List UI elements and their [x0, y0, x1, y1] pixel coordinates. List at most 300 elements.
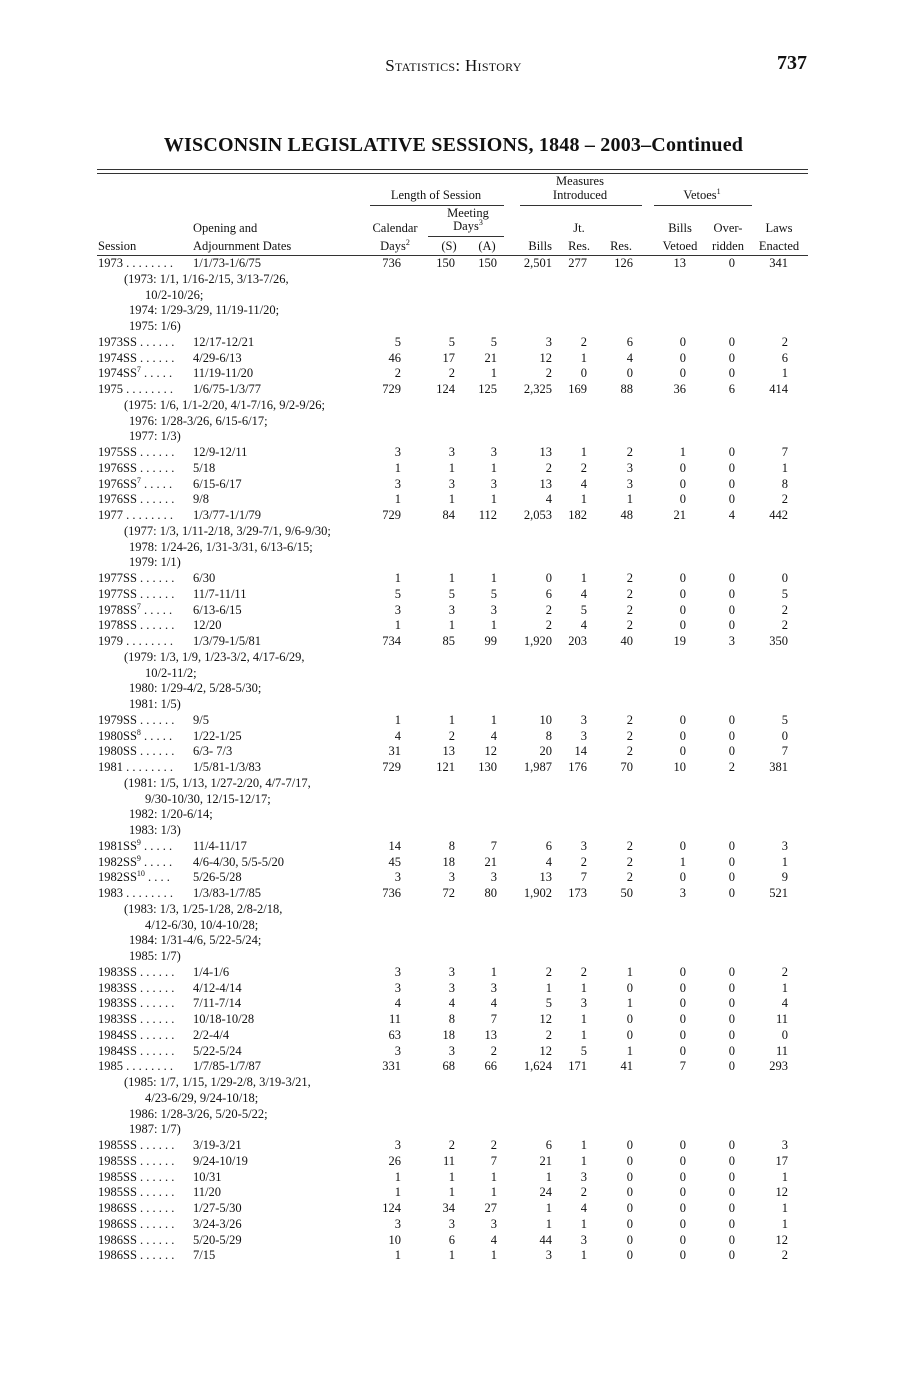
dates-cell: 7/15	[193, 1248, 216, 1263]
bills-cell: 13	[539, 870, 552, 885]
session-cell	[98, 839, 172, 854]
bills-vetoed-cell: 0	[679, 571, 686, 585]
bills-vetoed-cell: 1	[679, 445, 686, 459]
session-name: 1975SS	[98, 445, 137, 459]
res-cell: 0	[626, 1169, 633, 1184]
senate-days-cell: 2	[448, 728, 455, 743]
bills-cell: 2,501	[523, 256, 552, 270]
jt-res-cell: 5	[580, 1043, 587, 1058]
res-cell: 1	[626, 996, 633, 1011]
sitting-dates-note: 4/12-6/30, 10/4-10/28;	[145, 917, 259, 932]
sitting-dates-note: 1975: 1/6)	[129, 319, 181, 333]
group-header-length: Length of Session	[390, 188, 482, 202]
res-cell: 1	[626, 1043, 633, 1058]
senate-days-cell: 3	[448, 1216, 455, 1231]
table-row	[0, 1044, 907, 1060]
res-cell: 2	[626, 445, 633, 459]
bills-vetoed-cell: 0	[679, 1153, 686, 1168]
assembly-days-cell: 4	[490, 1232, 497, 1247]
leader-dots: . . . . . .	[136, 1248, 175, 1263]
jt-res-cell: 4	[580, 618, 587, 633]
laws-enacted-cell: 0	[781, 728, 788, 743]
assembly-days-cell: 150	[478, 256, 497, 270]
bills-cell: 2	[545, 964, 552, 979]
senate-days-cell: 8	[448, 838, 455, 853]
jt-res-cell: 3	[580, 1232, 587, 1247]
laws-enacted-cell: 2	[781, 1248, 788, 1263]
sitting-dates-note: (1975: 1/6, 1/1-2/20, 4/1-7/16, 9/2-9/26;	[124, 397, 326, 412]
jt-res-cell: 203	[568, 634, 587, 648]
session-footnote: 9	[136, 837, 141, 847]
laws-enacted-cell: 1	[781, 854, 788, 869]
res-cell: 0	[626, 1216, 633, 1231]
senate-days-cell: 4	[448, 996, 455, 1011]
jt-res-cell: 1	[580, 1138, 587, 1152]
leader-dots: . . . . . . . .	[123, 256, 173, 270]
calendar-days-cell: 31	[388, 744, 401, 759]
res-cell: 3	[626, 460, 633, 475]
jt-res-cell: 2	[580, 964, 587, 979]
jt-res-cell: 169	[568, 382, 587, 396]
overridden-cell: 0	[728, 571, 735, 585]
calendar-days-cell: 1	[394, 712, 401, 727]
opening-header-1: Opening and	[193, 221, 258, 235]
res-cell: 0	[626, 1138, 633, 1152]
leader-dots: . . . . . . . .	[123, 634, 173, 648]
calendar-days-cell: 3	[394, 1216, 401, 1231]
session-name: 1986SS	[98, 1248, 137, 1263]
session-name: 1980SS	[98, 728, 137, 743]
jt-res-cell: 2	[580, 334, 587, 349]
session-name: 1983SS	[98, 996, 137, 1011]
senate-days-cell: 3	[448, 476, 455, 491]
overridden-cell: 4	[728, 508, 735, 522]
session-cell	[98, 886, 173, 901]
dates-cell: 5/20-5/29	[193, 1232, 242, 1247]
top-rule-2	[97, 173, 808, 174]
calendar-days-cell: 45	[388, 854, 401, 869]
session-name: 1985SS	[98, 1153, 137, 1168]
overridden-cell: 0	[728, 1012, 735, 1026]
leader-dots: . . . . . .	[136, 1185, 175, 1200]
overridden-cell: 0	[728, 460, 735, 475]
senate-days-cell: 72	[442, 886, 455, 900]
session-cell	[98, 335, 174, 350]
sitting-dates-note: 1981: 1/5)	[129, 697, 181, 711]
running-head: Statistics: History	[385, 56, 522, 75]
table-row	[0, 996, 907, 1012]
session-cell	[98, 571, 174, 586]
res-cell: 2	[626, 602, 633, 617]
laws-enacted-cell: 12	[775, 1185, 788, 1200]
laws-enacted-cell: 11	[775, 1043, 788, 1058]
calendar-days-cell: 1	[394, 460, 401, 475]
bills-cell: 1,987	[523, 760, 552, 774]
laws-enacted-cell: 442	[769, 508, 788, 522]
senate-days-cell: 1	[448, 571, 455, 585]
sitting-dates-note: 1987: 1/7)	[129, 1122, 181, 1137]
bills-vetoed-cell: 0	[679, 1169, 686, 1184]
bills-vetoed-cell: 0	[679, 350, 686, 365]
leader-dots: . . . . . .	[136, 1043, 175, 1058]
sitting-dates-note: (1977: 1/3, 1/11-2/18, 3/29-7/1, 9/6-9/30;	[124, 523, 331, 538]
overridden-cell: 0	[728, 334, 735, 349]
dates-cell: 1/3/77-1/1/79	[193, 508, 262, 522]
table-row	[0, 508, 907, 524]
session-cell	[98, 477, 172, 492]
calendar-days-cell: 729	[382, 760, 401, 774]
dates-cell: 11/19-11/20	[193, 366, 254, 381]
dates-cell: 1/22-1/25	[193, 728, 242, 743]
overridden-cell: 0	[728, 712, 735, 727]
assembly-days-cell: 4	[490, 728, 497, 743]
bills-vetoed-cell: 0	[679, 1138, 686, 1152]
overridden-cell: 3	[728, 634, 735, 648]
dates-cell: 10/18-10/28	[193, 1012, 255, 1026]
table-row	[0, 744, 907, 760]
bills-cell: 8	[545, 728, 552, 743]
leader-dots: . . . . . .	[136, 1138, 175, 1152]
table-row	[0, 335, 907, 351]
session-name: 1981SS	[98, 838, 137, 853]
laws-enacted-cell: 2	[781, 602, 788, 617]
laws-enacted-cell: 4	[781, 996, 788, 1011]
dates-cell: 5/18	[193, 460, 216, 475]
table-row-continuation	[0, 666, 907, 682]
laws-enacted-cell: 293	[769, 1059, 788, 1074]
bills-vetoed-cell: 0	[679, 712, 686, 727]
dates-cell: 9/5	[193, 712, 209, 727]
table-row	[0, 351, 907, 367]
senate-days-cell: 2	[448, 1138, 455, 1152]
senate-days-cell: 1	[448, 460, 455, 475]
session-name: 1986SS	[98, 1216, 137, 1231]
table-row	[0, 603, 907, 619]
calendar-days-cell: 5	[394, 334, 401, 349]
laws-enacted-cell: 3	[781, 1138, 788, 1152]
jt-res-cell: 3	[580, 728, 587, 743]
overridden-cell: 0	[728, 1138, 735, 1152]
res-cell: 40	[620, 634, 633, 648]
assembly-days-cell: 125	[478, 382, 497, 396]
table-row-continuation	[0, 288, 907, 304]
assembly-days-cell: 130	[478, 760, 497, 774]
table-row	[0, 477, 907, 493]
leader-dots: . . . . .	[140, 838, 173, 853]
leader-dots: . . . . .	[140, 854, 173, 869]
sitting-dates-note: 9/30-10/30, 12/15-12/17;	[145, 791, 271, 806]
dates-cell: 10/31	[193, 1169, 222, 1184]
jt-res-cell: 2	[580, 460, 587, 475]
bills-vetoed-cell: 0	[679, 492, 686, 507]
dates-cell: 1/3/83-1/7/85	[193, 886, 262, 900]
session-footnote: 8	[136, 727, 141, 737]
assembly-days-cell: 66	[484, 1059, 497, 1074]
jt-res-cell: 176	[568, 760, 587, 774]
table-row-continuation	[0, 524, 907, 540]
senate-days-cell: 68	[442, 1059, 455, 1074]
leader-dots: . . . . . .	[136, 980, 175, 995]
bills-cell: 6	[545, 1138, 552, 1152]
session-cell	[98, 729, 172, 744]
senate-days-cell: 150	[436, 256, 455, 270]
session-cell	[98, 1044, 174, 1059]
calendar-days-cell: 1	[394, 1185, 401, 1200]
overridden-cell: 0	[728, 366, 735, 381]
calendar-days-cell: 124	[382, 1201, 401, 1215]
leader-dots: . . . . . .	[136, 460, 175, 475]
session-name: 1983SS	[98, 980, 137, 995]
bills-header: Bills	[528, 239, 552, 253]
senate-days-cell: 1	[448, 712, 455, 727]
res-cell: 2	[626, 586, 633, 601]
jt-res-cell: 1	[580, 980, 587, 995]
senate-days-cell: 8	[448, 1012, 455, 1026]
sitting-dates-note: (1983: 1/3, 1/25-1/28, 2/8-2/18,	[124, 901, 283, 916]
dates-cell: 4/12-4/14	[193, 980, 242, 995]
overridden-cell: 0	[728, 1027, 735, 1042]
calendar-days-cell: 734	[382, 634, 401, 648]
senate-days-cell: 18	[442, 1027, 455, 1042]
leader-dots: . . . . . .	[136, 492, 175, 507]
bills-cell: 21	[539, 1153, 552, 1168]
dates-cell: 1/1/73-1/6/75	[193, 256, 262, 270]
leader-dots: . . . . . .	[136, 618, 175, 633]
calendar-header-1: Calendar	[372, 221, 418, 235]
table-row	[0, 1154, 907, 1170]
bills-vetoed-cell: 0	[679, 1012, 686, 1026]
leader-dots: . . . . . .	[136, 350, 175, 365]
assembly-days-cell: 1	[490, 1169, 497, 1184]
session-cell	[98, 1138, 174, 1153]
calendar-days-cell: 1	[394, 1248, 401, 1263]
res-cell: 0	[626, 1027, 633, 1042]
sitting-dates-note: (1979: 1/3, 1/9, 1/23-3/2, 4/17-6/29,	[124, 649, 305, 664]
sitting-dates-note: 4/23-6/29, 9/24-10/18;	[145, 1090, 259, 1105]
laws-enacted-cell: 17	[775, 1153, 788, 1168]
session-cell	[98, 1059, 173, 1074]
laws-enacted-cell: 1	[781, 1216, 788, 1231]
calendar-days-cell: 3	[394, 476, 401, 491]
leader-dots: . . . . .	[140, 366, 173, 381]
sitting-dates-note: 10/2-10/26;	[145, 287, 204, 302]
session-name: 1976SS	[98, 460, 137, 475]
senate-days-cell: 124	[436, 382, 455, 396]
group-header-measures-2: Introduced	[552, 188, 608, 202]
laws-enacted-cell: 7	[781, 744, 788, 759]
res-cell: 2	[626, 728, 633, 743]
table-row-continuation	[0, 681, 907, 697]
overridden-cell: 0	[728, 350, 735, 365]
session-cell	[98, 855, 172, 870]
table-row	[0, 618, 907, 634]
overridden-cell: 0	[728, 964, 735, 979]
res-cell: 0	[626, 1248, 633, 1263]
session-name: 1985	[98, 1059, 123, 1074]
senate-days-cell: 1	[448, 1185, 455, 1200]
senate-days-cell: 3	[448, 445, 455, 459]
assembly-days-cell: 1	[490, 712, 497, 727]
sitting-dates-note: 1979: 1/1)	[129, 555, 181, 570]
res-cell: 70	[620, 760, 633, 774]
leader-dots: . . . . . .	[136, 1169, 175, 1184]
sitting-dates-note: 1985: 1/7)	[129, 949, 181, 963]
leader-dots: . . . . . . . .	[123, 886, 173, 900]
table-row	[0, 729, 907, 745]
senate-days-cell: 5	[448, 586, 455, 601]
table-row	[0, 1233, 907, 1249]
bills-vetoed-cell: 0	[679, 602, 686, 617]
res-cell: 0	[626, 980, 633, 995]
leader-dots: . . . . . .	[136, 1216, 175, 1231]
jt-res-cell: 0	[580, 366, 587, 381]
senate-days-cell: 17	[442, 350, 455, 365]
table-row-continuation	[0, 823, 907, 839]
leader-dots: . . . . . .	[136, 1012, 175, 1026]
calendar-days-cell: 736	[382, 886, 401, 900]
assembly-days-cell: 7	[490, 1012, 497, 1026]
dates-cell: 1/5/81-1/3/83	[193, 760, 262, 774]
bills-vetoed-cell: 0	[679, 980, 686, 995]
assembly-days-cell: 3	[490, 1216, 497, 1231]
bills-cell: 2,325	[523, 382, 552, 396]
session-name: 1983SS	[98, 1012, 137, 1026]
overridden-cell: 0	[728, 728, 735, 743]
session-cell	[98, 981, 174, 996]
session-name: 1976SS	[98, 476, 137, 491]
bills-cell: 1	[545, 1201, 552, 1215]
leader-dots: . . . . . .	[136, 1027, 175, 1042]
res-cell: 48	[620, 508, 633, 522]
jt-res-cell: 1	[580, 1027, 587, 1042]
bills-vetoed-cell: 10	[673, 760, 686, 774]
assembly-days-cell: 13	[484, 1027, 497, 1042]
calendar-days-cell: 4	[394, 728, 401, 743]
bills-cell: 13	[539, 445, 552, 459]
table-row-continuation	[0, 918, 907, 934]
table-row	[0, 1059, 907, 1075]
assembly-days-cell: 7	[490, 1153, 497, 1168]
leader-dots: . . . . . .	[136, 445, 175, 459]
table-row	[0, 461, 907, 477]
laws-enacted-cell: 7	[781, 445, 788, 459]
bills-vetoed-cell: 13	[673, 256, 686, 270]
leader-dots: . . . . . .	[136, 712, 175, 727]
res-cell: 126	[614, 256, 633, 270]
assembly-days-cell: 3	[490, 602, 497, 617]
overridden-cell: 0	[728, 980, 735, 995]
group-line-measures	[520, 205, 642, 206]
bills-vetoed-cell: 0	[679, 1043, 686, 1058]
session-cell	[98, 1012, 174, 1027]
table-row	[0, 382, 907, 398]
bills-cell: 2	[545, 460, 552, 475]
overridden-cell: 0	[728, 870, 735, 885]
sitting-dates-note: 1984: 1/31-4/6, 5/22-5/24;	[129, 933, 262, 948]
leader-dots: . . . . . .	[136, 1153, 175, 1168]
session-cell	[98, 713, 174, 728]
res-cell: 2	[626, 870, 633, 885]
senate-days-cell: 84	[442, 508, 455, 522]
overridden-cell: 0	[728, 1232, 735, 1247]
dates-cell: 3/19-3/21	[193, 1138, 242, 1152]
overridden-cell: 0	[728, 1201, 735, 1215]
table-row	[0, 760, 907, 776]
jt-res-cell: 4	[580, 1201, 587, 1215]
session-name: 1985SS	[98, 1185, 137, 1200]
bills-cell: 12	[539, 1043, 552, 1058]
meeting-days-label: Days	[453, 219, 479, 233]
laws-enacted-cell: 2	[781, 618, 788, 633]
dates-cell: 5/22-5/24	[193, 1043, 242, 1058]
session-name: 1977SS	[98, 571, 137, 585]
table-row-continuation	[0, 398, 907, 414]
dates-cell: 6/15-6/17	[193, 476, 242, 491]
bills-cell: 12	[539, 350, 552, 365]
laws-enacted-cell: 5	[781, 586, 788, 601]
session-name: 1985SS	[98, 1169, 137, 1184]
dates-cell: 9/8	[193, 492, 209, 507]
laws-enacted-cell: 12	[775, 1232, 788, 1247]
bills-vetoed-cell: 0	[679, 618, 686, 633]
calendar-days-cell: 1	[394, 571, 401, 585]
calendar-days-cell: 14	[388, 838, 401, 853]
overridden-cell: 0	[728, 618, 735, 633]
bills-vetoed-cell: 0	[679, 1201, 686, 1215]
senate-days-cell: 18	[442, 854, 455, 869]
dates-cell: 3/24-3/26	[193, 1216, 242, 1231]
bills-vetoed-cell: 0	[679, 1248, 686, 1263]
session-cell	[98, 445, 174, 460]
overridden-cell: 0	[728, 744, 735, 759]
jt-res-cell: 1	[580, 571, 587, 585]
overridden-cell: 0	[728, 1248, 735, 1263]
assembly-days-cell: 1	[490, 1185, 497, 1200]
session-cell	[98, 1217, 174, 1232]
calendar-days-cell: 3	[394, 964, 401, 979]
bills-vetoed-cell: 0	[679, 1185, 686, 1200]
group-line-meeting-days	[428, 236, 504, 237]
senate-days-cell: 3	[448, 980, 455, 995]
calendar-label: Days	[380, 239, 406, 253]
sitting-dates-note: 1986: 1/28-3/26, 5/20-5/22;	[129, 1106, 268, 1121]
table-row	[0, 366, 907, 382]
session-name: 1983	[98, 886, 123, 900]
bills-vetoed-cell: 19	[673, 634, 686, 648]
calendar-days-cell: 3	[394, 1043, 401, 1058]
dates-cell: 1/6/75-1/3/77	[193, 382, 262, 396]
table-row-continuation	[0, 1075, 907, 1091]
assembly-days-cell: 2	[490, 1043, 497, 1058]
session-name: 1978SS	[98, 618, 137, 633]
table-row-continuation	[0, 697, 907, 713]
group-line-vetoes	[654, 205, 752, 206]
dates-cell: 1/7/85-1/7/87	[193, 1059, 262, 1074]
leader-dots: . . . . . .	[136, 586, 175, 601]
assembly-days-cell: 2	[490, 1138, 497, 1152]
bills-vetoed-cell: 0	[679, 1027, 686, 1042]
dates-cell: 12/20	[193, 618, 222, 633]
table-row-continuation	[0, 1091, 907, 1107]
table-row-continuation	[0, 792, 907, 808]
jt-res-cell: 3	[580, 1169, 587, 1184]
laws-enacted-cell: 341	[769, 256, 788, 270]
bills-cell: 6	[545, 838, 552, 853]
bills-cell: 24	[539, 1185, 552, 1200]
session-cell	[98, 508, 173, 523]
table-row	[0, 1248, 907, 1264]
calendar-days-cell: 3	[394, 980, 401, 995]
